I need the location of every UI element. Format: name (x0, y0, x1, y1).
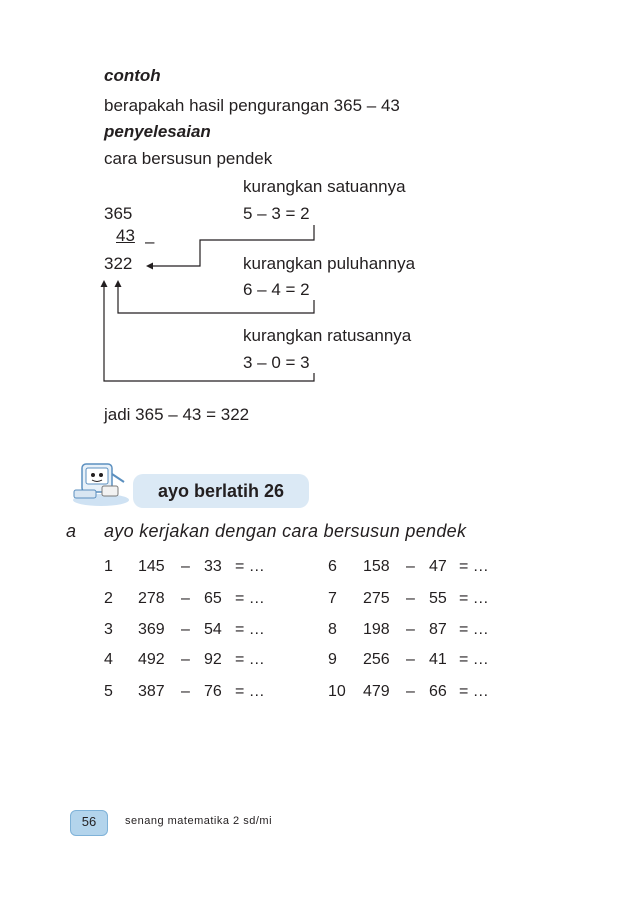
item-subtrahend: 54 (204, 621, 222, 638)
item-minuend: 492 (138, 651, 165, 668)
item-number: 7 (328, 590, 337, 607)
item-minus: – (406, 683, 415, 700)
item-minuend: 369 (138, 621, 165, 638)
item-subtrahend: 76 (204, 683, 222, 700)
item-minus: – (406, 651, 415, 668)
item-subtrahend: 66 (429, 683, 447, 700)
exercise-badge-label: ayo berlatih 26 (157, 481, 285, 501)
example-heading: contoh (104, 66, 161, 85)
item-subtrahend: 33 (204, 558, 222, 575)
item-answer-blank: = … (459, 621, 489, 638)
item-minus: – (181, 651, 190, 668)
item-minuend: 158 (363, 558, 390, 575)
step2-label: kurangkan puluhannya (243, 254, 416, 273)
part-letter: a (66, 521, 77, 541)
item-number: 1 (104, 558, 113, 575)
item-minus: – (181, 683, 190, 700)
item-answer-blank: = … (459, 651, 489, 668)
item-subtrahend: 41 (429, 651, 447, 668)
step1-label: kurangkan satuannya (243, 177, 406, 196)
item-answer-blank: = … (235, 683, 265, 700)
item-minuend: 278 (138, 590, 165, 607)
item-answer-blank: = … (459, 590, 489, 607)
item-subtrahend: 47 (429, 558, 447, 575)
tens-connector (118, 284, 314, 313)
page-number: 56 (81, 814, 97, 829)
item-minus: – (406, 621, 415, 638)
step1-calc: 5 – 3 = 2 (243, 204, 310, 223)
item-number: 3 (104, 621, 113, 638)
book-title: senang matematika 2 sd/mi (125, 815, 273, 827)
item-number: 4 (104, 651, 113, 668)
item-number: 2 (104, 590, 113, 607)
conclusion: jadi 365 – 43 = 322 (104, 405, 250, 424)
item-answer-blank: = … (235, 558, 265, 575)
computer-mascot-icon (68, 460, 134, 508)
item-number: 5 (104, 683, 113, 700)
exercise-instruction: ayo kerjakan dengan cara bersusun pendek (104, 521, 467, 541)
item-answer-blank: = … (459, 683, 489, 700)
page-number-badge (70, 810, 108, 836)
item-minus: – (181, 590, 190, 607)
item-number: 9 (328, 651, 337, 668)
item-minuend: 275 (363, 590, 390, 607)
item-answer-blank: = … (235, 621, 265, 638)
hundreds-connector (104, 284, 314, 381)
item-subtrahend: 55 (429, 590, 447, 607)
step3-calc: 3 – 0 = 3 (243, 353, 310, 372)
item-minuend: 387 (138, 683, 165, 700)
minuend: 365 (104, 204, 133, 223)
item-subtrahend: 92 (204, 651, 222, 668)
item-subtrahend: 65 (204, 590, 222, 607)
result: 322 (104, 254, 133, 273)
item-minuend: 256 (363, 651, 390, 668)
item-answer-blank: = … (459, 558, 489, 575)
item-minuend: 145 (138, 558, 165, 575)
step3-label: kurangkan ratusannya (243, 326, 412, 345)
minus-sign: – (145, 232, 155, 251)
exercise-badge (133, 474, 309, 508)
arrow-head-up-icon (115, 280, 122, 287)
solution-heading: penyelesaian (104, 122, 211, 141)
item-number: 8 (328, 621, 337, 638)
subtrahend: 43 (116, 226, 135, 245)
item-minus: – (406, 558, 415, 575)
units-connector (150, 225, 314, 266)
item-minuend: 198 (363, 621, 390, 638)
method-label: cara bersusun pendek (104, 149, 273, 168)
example-question: berapakah hasil pengurangan 365 – 43 (104, 96, 400, 115)
item-minus: – (406, 590, 415, 607)
arrow-head-left-icon (146, 263, 153, 270)
item-answer-blank: = … (235, 651, 265, 668)
arrow-head-up-icon (101, 280, 108, 287)
item-subtrahend: 87 (429, 621, 447, 638)
step2-calc: 6 – 4 = 2 (243, 280, 310, 299)
item-number: 6 (328, 558, 337, 575)
item-minus: – (181, 621, 190, 638)
item-minus: – (181, 558, 190, 575)
item-minuend: 479 (363, 683, 390, 700)
item-number: 10 (328, 683, 346, 700)
item-answer-blank: = … (235, 590, 265, 607)
